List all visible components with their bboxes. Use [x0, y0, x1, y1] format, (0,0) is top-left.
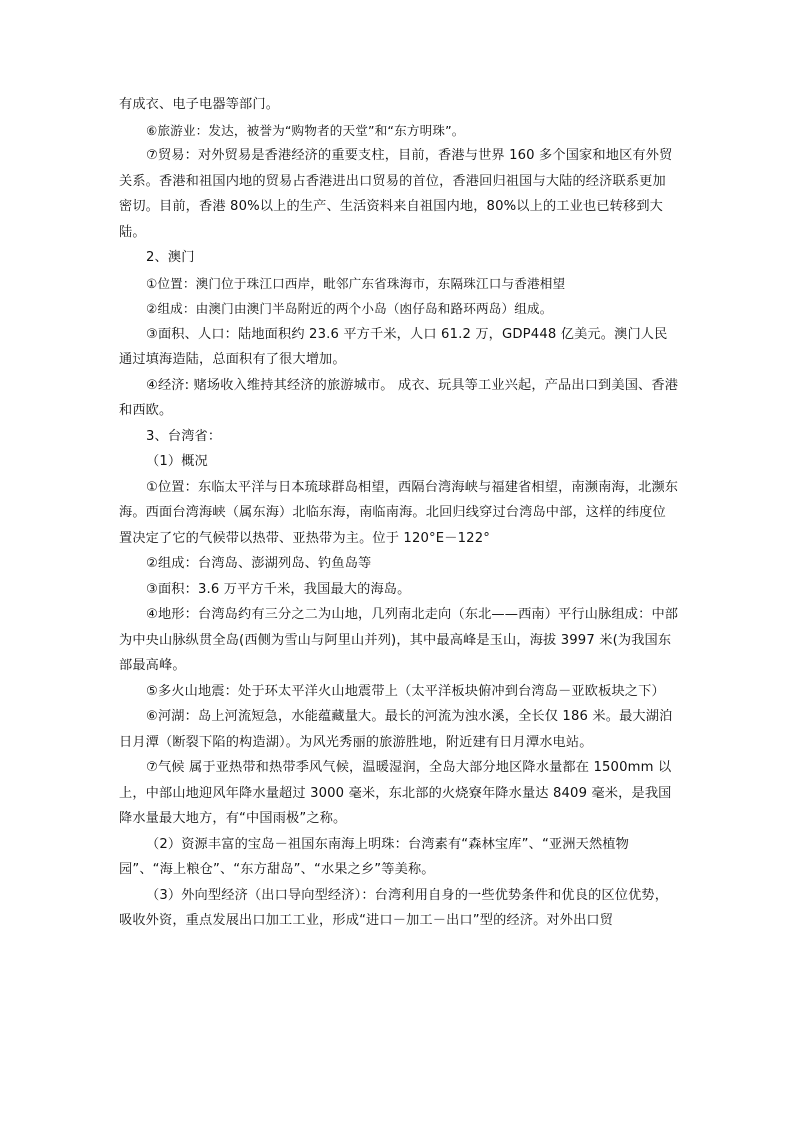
- paragraph-tourism: ⑥旅游业：发达，被誉为“购物者的天堂”和“东方明珠”。: [146, 122, 465, 138]
- paragraph-taiwan-climate: ⑦气候 属于亚热带和热带季风气候，温暖湿润，全岛大部分地区降水量都在 1500mm 以上，中部山地迎风年降水量超过 3000 毫米，东北部的火烧寮年降水量达 8409 毫米，是我国降水量最大地方，有“中国雨极”之称。: [119, 760, 672, 826]
- paragraph-taiwan-resources: （2）资源丰富的宝岛－祖国东南海上明珠：台湾素有“森林宝库”、“亚洲天然植物园”、“海上粮仓”、“东方甜岛”、“水果之乡”等美称。: [119, 836, 629, 877]
- paragraph-taiwan-rivers-lakes: ⑥河湖：岛上河流短急，水能蕴藏量大。最长的河流为浊水溪，全长仅 186 米。最大湖泊日月潭（断裂下陷的构造湖）。为风光秀丽的旅游胜地，附近建有日月潭水电站。: [119, 709, 673, 750]
- heading-taiwan: 3、台湾省：: [146, 428, 222, 444]
- paragraph-trade: ⑦贸易：对外贸易是香港经济的重要支柱，目前，香港与世界 160 多个国家和地区有外贸关系。香港和祖国内地的贸易占香港进出口贸易的首位，香港回归祖国与大陆的经济联系更加密切。目前，香港 80%以上的生产、生活资料来自祖国内地，80%以上的工业也已转移到大陆。: [119, 148, 673, 240]
- paragraph-taiwan-terrain: ④地形：台湾岛约有三分之二为山地，几列南北走向（东北——西南）平行山脉组成：中部为中央山脉纵贯全岛(西侧为雪山与阿里山并列)，其中最高峰是玉山，海拔 3997 米(为我国东部最高峰。: [119, 607, 679, 673]
- paragraph-macau-location: ①位置：澳门位于珠江口西岸，毗邻广东省珠海市，东隔珠江口与香港相望: [146, 275, 566, 291]
- heading-taiwan-overview: （1）概况: [146, 454, 208, 469]
- paragraph-taiwan-volcano-earthquake: ⑤多火山地震：处于环太平洋火山地震带上（太平洋板块俯冲到台湾岛－亚欧板块之下）: [146, 683, 665, 699]
- document-body: [119, 92, 679, 934]
- heading-macau: 2、澳门: [146, 250, 195, 265]
- paragraph-macau-composition: ②组成：由澳门由澳门半岛附近的两个小岛（凼仔岛和路环两岛）组成。: [146, 301, 553, 316]
- paragraph-macau-economy: ④经济: 赌场收入维持其经济的旅游城市。 成衣、玩具等工业兴起，产品出口到美国、香港和西欧。: [119, 377, 679, 418]
- paragraph-continuation: 有成衣、电子电器等部门。: [119, 97, 280, 112]
- paragraph-taiwan-composition: ②组成：台湾岛、澎湖列岛、钓鱼岛等: [146, 556, 372, 571]
- paragraph-taiwan-export-economy: （3）外向型经济（出口导向型经济）：台湾利用自身的一些优势条件和优良的区位优势，吸收外资，重点发展出口加工工业，形成“进口－加工－出口”型的经济。对外出口贸: [119, 887, 669, 928]
- paragraph-macau-area-population: ③面积、人口：陆地面积约 23.6 平方千米，人口 61.2 万，GDP448 亿美元。澳门人民通过填海造陆，总面积有了很大增加。: [119, 326, 668, 367]
- paragraph-taiwan-area: ③面积：3.6 万平方千米，我国最大的海岛。: [146, 581, 411, 597]
- paragraph-taiwan-location: ①位置：东临太平洋与日本琉球群岛相望，西隔台湾海峡与福建省相望，南濒南海，北濒东海。西面台湾海峡（属东海）北临东海，南临南海。北回归线穿过台湾岛中部，这样的纬度位置决定了它的气候带以热带、亚热带为主。位于 120°E－122°: [119, 479, 679, 546]
